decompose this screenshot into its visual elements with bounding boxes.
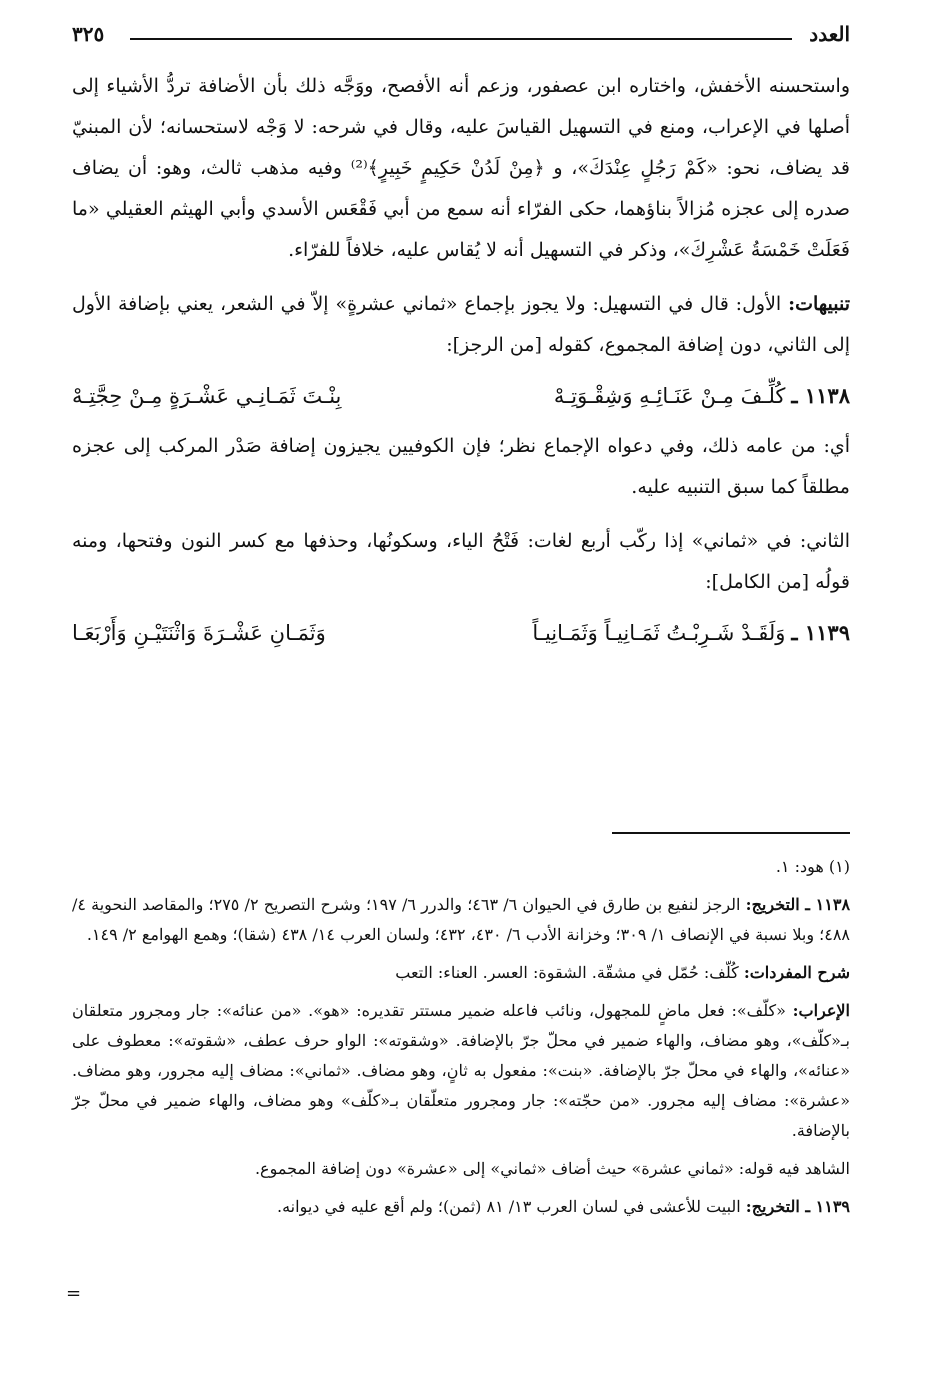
irab-text: «كلّف»: فعل ماضٍ للمجهول، ونائب فاعله ضمير مستتر تقديره: «هو». «من عنائه»: جار ومجرور متعلقان بـ«كلّف»، وهو مضاف، والهاء ضمير في محلّ جرّ بالإضافة. «وشقوته»: الواو حرف عطف، «شقوته»: معطوف على «عنائه»، والهاء في محلّ جرّ بالإضافة. «بنت»: مفعول به ثانٍ، وهو مضاف. «ثماني»: مضاف إليه مجرور، وهو مضاف. «عشرة»: مضاف إليه مجرور. «من حجّته»: جار ومجرور متعلّقان بـ«كلّف» وهو مضاف، والهاء ضمير في محلّ جرّ بالإضافة. (72, 1001, 850, 1140)
running-header (72, 20, 850, 50)
paragraph-4: الثاني: في «ثماني» إذا ركّب أربع لغات: فَتْحُ الياء، وسكونُها، وحذفها مع كسر النون وفتحها، ومنه قولُه [من الكامل]: (72, 530, 850, 593)
footnote-1138-takhrij (72, 890, 850, 950)
takhrij-text: البيت للأعشى في لسان العرب ١٣/ ٨١ (ثمن)؛ ولم أقع عليه في ديوانه. (277, 1197, 746, 1216)
paragraph-1: واستحسنه الأخفش، واختاره ابن عصفور، وزعم أنه الأفصح، ووَجَّه ذلك بأن الأضافة تردُّ الأشياء إلى أصلها في الإعراب، ومنع في التسهيل القياسَ عليه، وقال في شرحه: لا وَجْه لاستحسانه؛ لأن المبنيّ قد يضاف، نحو: «كَمْ رَجُلٍ عِنْدَكَ»، و ﴿مِنْ لَدُنْ حَكِيمٍ خَبِيرٍ﴾⁽²⁾ وفيه مذهب ثالث، وهو: أن يضاف صدره إلى عجزه مُزالاً بناؤهما، حكى الفرّاء أنه سمع من أبي فَقْعَس الأسدي وأبي الهيثم العقيلي «ما فَعَلَتْ خَمْسَةُ عَشْرِكَ»، وذكر في التسهيل أنه لا يُقاس عليه، خلافاً للفرّاء. (72, 75, 850, 261)
footnote-irab (72, 996, 850, 1146)
takhrij-label: ١١٣٨ ـ التخريج: (745, 895, 851, 914)
verse-second-hemistich: بِنْـتَ ثَمَـانِـي عَشْـرَةٍ مِـنْ حِجَّتِـهْ (72, 384, 342, 408)
tanbihat-heading: تنبيهات: (788, 293, 850, 315)
verse-1138 (72, 374, 850, 418)
vocabulary-label: شرح المفردات: (743, 963, 850, 982)
footnotes (72, 852, 850, 1222)
footnote-shahid: الشاهد فيه قوله: «ثماني عشرة» حيث أضاف «ثماني» إلى «عشرة» دون إضافة المجموع. (254, 1159, 850, 1178)
verse-number: ١١٣٨ ـ (791, 383, 850, 408)
verse-1139 (72, 611, 850, 655)
paragraph-2-text: الأول: قال في التسهيل: ولا يجوز بإجماع «ثماني عشرةٍ» إلاّ في الشعر، يعني بإضافة الأول إلى الثاني، دون إضافة المجموع، كقوله [من الرجز]: (72, 293, 850, 356)
paragraph-3: أي: من عامه ذلك، وفي دعواه الإجماع نظر؛ فإن الكوفيين يجيزون إضافة صَدْر المركب إلى عجزه مطلقاً كما سبق التنبيه عليه. (72, 435, 850, 498)
verse-number: ١١٣٩ ـ (791, 620, 850, 645)
vocabulary-text: كُلّف: حُمّل في مشقّة. الشقوة: العسر. العناء: التعب (395, 963, 744, 982)
main-text (72, 66, 850, 663)
paragraph-2 (72, 284, 850, 366)
verse-second-hemistich: وَثَمَـانِ عَشْـرَةَ وَاثْنَتَيْـنِ وَأَرْبَعَـا (72, 621, 326, 645)
page-number: ٣٢٥ (72, 22, 105, 46)
verse-first-hemistich: كُلِّـفَ مِـنْ عَنَـائِـهِ وَشِقْـوَتِـهْ (553, 384, 786, 408)
footnote-1: (١) هود: ١. (775, 857, 850, 876)
irab-label: الإعراب: (792, 1001, 850, 1020)
chapter-title: العدد (809, 22, 850, 46)
takhrij-label: ١١٣٩ ـ التخريج: (745, 1197, 850, 1216)
verse-first-hemistich: وَلَقَـدْ شَـرِبْـتُ ثَمَـانِيـاً وَثَمَـانِيـاً (532, 621, 786, 645)
continuation-mark: = (66, 1283, 82, 1304)
footnote-separator (612, 832, 850, 834)
header-rule (130, 38, 792, 40)
footnote-vocabulary (72, 958, 850, 988)
takhrij-text: الرجز لنفيع بن طارق في الحيوان ٦/ ٤٦٣؛ والدرر ٦/ ١٩٧؛ وشرح التصريح ٢/ ٢٧٥؛ والمقاصد النحوية ٤/ ٤٨٨؛ وبلا نسبة في الإنصاف ١/ ٣٠٩؛ وخزانة الأدب ٦/ ٤٣٠، ٤٣٢؛ ولسان العرب ١٤/ ٤٣٨ (شقا)؛ وهمع الهوامع ٢/ ١٤٩. (72, 895, 850, 944)
footnote-1139-takhrij (72, 1192, 850, 1222)
